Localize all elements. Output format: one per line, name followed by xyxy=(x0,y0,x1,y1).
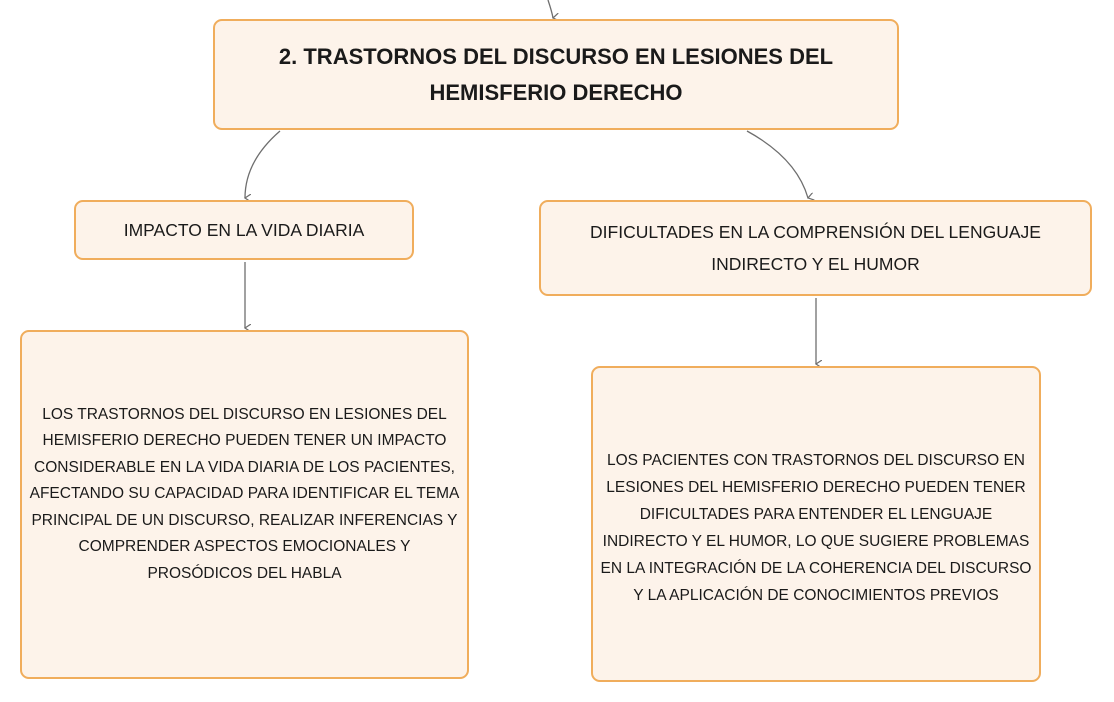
detail-dificultades-node[interactable] xyxy=(591,366,1041,682)
connector-root-to-right-heading xyxy=(747,131,808,198)
detail-dificultades-text: LOS PACIENTES CON TRASTORNOS DEL DISCURSO EN LESIONES DEL HEMISFERIO DERECHO PUEDEN TENER DIFICULTADES PARA ENTENDER EL LENGUAJE INDIRECTO Y EL HUMOR, LO QUE SUGIERE PROBLEMAS EN LA INTEGRACIÓN DE LA COHERENCIA DEL DISCURSO Y LA APLICACIÓN DE CONOCIMIENTOS PREVIOS xyxy=(600,452,1032,604)
root-topic-node[interactable] xyxy=(213,19,899,130)
subtopic-dificultades-node[interactable] xyxy=(539,200,1092,296)
detail-impacto-node[interactable] xyxy=(20,330,469,679)
root-topic-title: 2. TRASTORNOS DEL DISCURSO EN LESIONES DEL HEMISFERIO DERECHO xyxy=(278,43,834,105)
detail-impacto-text: LOS TRASTORNOS DEL DISCURSO EN LESIONES DEL HEMISFERIO DERECHO PUEDEN TENER UN IMPACTO CONSIDERABLE EN LA VIDA DIARIA DE LOS PACIENTES, AFECTANDO SU CAPACIDAD PARA IDENTIFICAR EL TEMA PRINCIPAL DE UN DISCURSO, REALIZAR INFERENCIAS Y COMPRENDER ASPECTOS EMOCIONALES Y PROSÓDICOS DEL HABLA xyxy=(29,405,460,582)
subtopic-dificultades-label: DIFICULTADES EN LA COMPRENSIÓN DEL LENGUAJE INDIRECTO Y EL HUMOR xyxy=(590,222,1041,274)
subtopic-impacto-node[interactable] xyxy=(74,200,414,260)
connector-root-to-left-heading xyxy=(245,131,280,198)
subtopic-impacto-label: IMPACTO EN LA VIDA DIARIA xyxy=(123,220,365,240)
connector-parent-to-root xyxy=(548,0,553,18)
